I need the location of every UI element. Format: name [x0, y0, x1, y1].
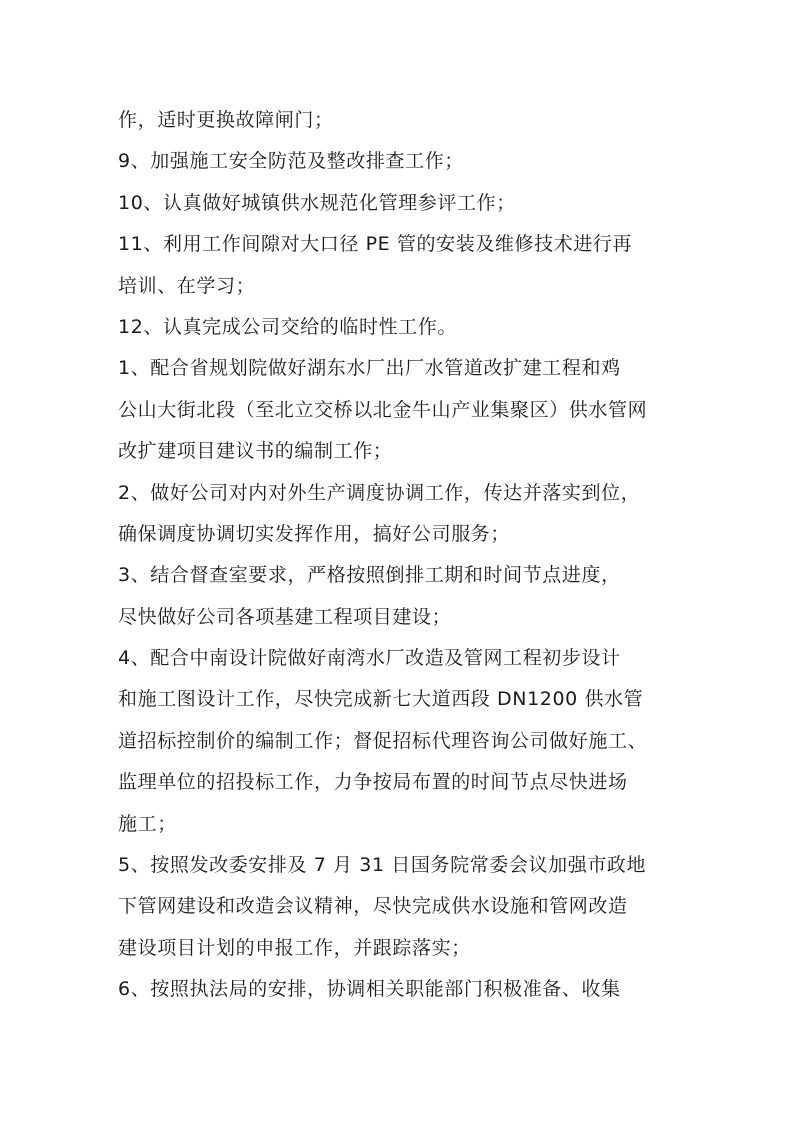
text-line: 下管网建设和改造会议精神，尽快完成供水设施和管网改造 [118, 895, 628, 918]
text-line: 道招标控制价的编制工作；督促招标代理咨询公司做好施工、 [118, 729, 648, 752]
text-line: 2、做好公司对内对外生产调度协调工作，传达并落实到位， [118, 481, 641, 504]
text-line: 4、配合中南设计院做好南湾水厂改造及管网工程初步设计 [118, 647, 621, 670]
text-line: 尽快做好公司各项基建工程项目建设； [118, 605, 452, 628]
text-line: 监理单位的招投标工作，力争按局布置的时间节点尽快进场 [118, 771, 628, 794]
text-line: 12、认真完成公司交给的临时性工作。 [118, 315, 457, 338]
document-body [118, 100, 693, 1011]
text-line: 3、结合督查室要求，严格按照倒排工期和时间节点进度， [118, 564, 621, 587]
text-line: 培训、在学习； [118, 274, 256, 297]
text-line: 9、加强施工安全防范及整改排查工作； [118, 150, 464, 173]
text-line: 5、按照发改委安排及 7 月 31 日国务院常委会议加强市政地 [118, 854, 647, 877]
text-line: 建设项目计划的申报工作，并跟踪落实； [118, 936, 471, 959]
text-line: 1、配合省规划院做好湖东水厂出厂水管道改扩建工程和鸡 [118, 357, 621, 380]
text-line: 作，适时更换故障闸门； [118, 109, 334, 131]
text-line: 10、认真做好城镇供水规范化管理参评工作； [118, 191, 516, 214]
text-line: 施工； [118, 812, 177, 835]
text-line: 确保调度协调切实发挥作用，搞好公司服务； [118, 522, 511, 545]
text-line: 改扩建项目建议书的编制工作； [118, 440, 393, 463]
text-line: 和施工图设计工作，尽快完成新七大道西段 DN1200 供水管 [118, 688, 644, 711]
text-line: 公山大街北段（至北立交桥以北金牛山产业集聚区）供水管网 [118, 398, 648, 421]
text-line: 11、利用工作间隙对大口径 PE 管的安装及维修技术进行再 [118, 233, 633, 256]
text-line: 6、按照执法局的安排，协调相关职能部门积极准备、收集 [118, 978, 621, 1001]
